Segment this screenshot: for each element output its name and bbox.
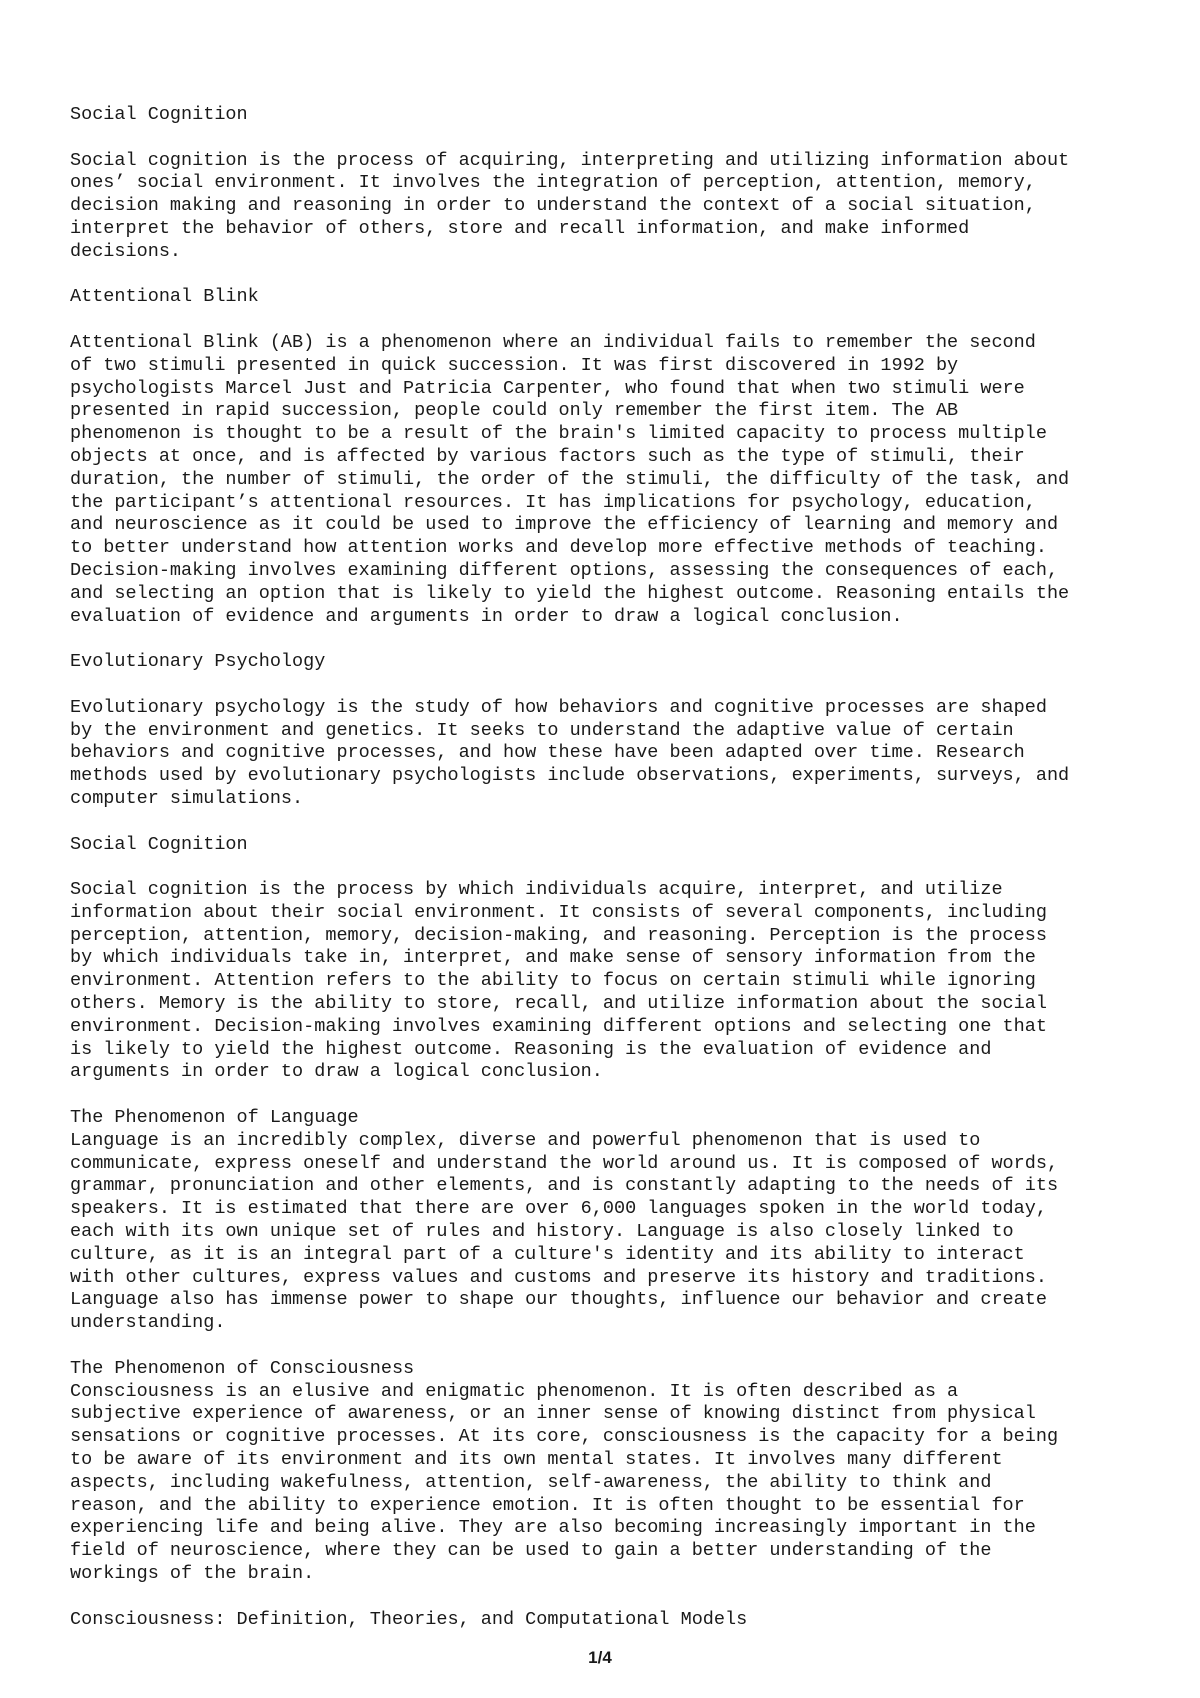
section-paragraph: Attentional Blink (AB) is a phenomenon where an individual fails to remember the second of two stimuli presented in quick succession. It was first discovered in 1992 by psychologists Marcel Just and Patricia Carpenter, who found that when two stimuli were presented in rapid succession, people could only remember the first item. The AB phenomenon is thought to be a result of the brain's limited capacity to process multiple objects at once, and is affected by various factors such as the type of stimuli, their duration, the number of stimuli, the order of the stimuli, the difficulty of the task, and the participant’s attentional resources. It has implications for psychology, education, and neuroscience as it could be used to improve the efficiency of learning and memory and to better understand how attention works and develop more effective methods of teaching. Decision-making involves examining different options, assessing the consequences of each, and selecting an option that is likely to yield the highest outcome. Reasoning entails the evaluation of evidence and arguments in order to draw a logical conclusion. <box>70 331 1070 627</box>
document-section <box>70 286 1160 628</box>
spacer <box>70 264 1160 287</box>
document-section <box>70 651 1160 811</box>
spacer <box>70 1586 1160 1609</box>
page-number: 1/4 <box>588 1648 612 1667</box>
section-paragraph: Social cognition is the process of acquiring, interpreting and utilizing information about ones’ social environment. It involves the integration of perception, attention, memory, decision making and reasoning in order to understand the context of a social situation, interpret the behavior of others, store and recall information, and make informed decisions. <box>70 149 1070 262</box>
document-section <box>70 1609 1160 1632</box>
spacer <box>70 1084 1160 1107</box>
section-paragraph: Consciousness is an elusive and enigmatic phenomenon. It is often described as a subjective experience of awareness, or an inner sense of knowing distinct from physical sensations or cognitive processes. At its core, consciousness is the capacity for a being to be aware of its environment and its own mental states. It involves many different aspects, including wakefulness, attention, self-awareness, the ability to think and reason, and the ability to experience emotion. It is often thought to be essential for experiencing life and being alive. They are also becoming increasingly important in the field of neuroscience, where they can be used to gain a better understanding of the workings of the brain. <box>70 1380 1059 1584</box>
section-heading: The Phenomenon of Consciousness <box>70 1357 415 1379</box>
spacer <box>70 1335 1160 1358</box>
spacer <box>70 811 1160 834</box>
section-heading: Social Cognition <box>70 833 248 855</box>
section-paragraph: Evolutionary psychology is the study of how behaviors and cognitive processes are shaped by the environment and genetics. It seeks to understand the adaptive value of certain behaviors and cognitive processes, and how these have been adapted over time. Research methods used by evolutionary psychologists include observations, experiments, surveys, and computer simulations. <box>70 696 1070 809</box>
section-heading: Consciousness: Definition, Theories, and Computational Models <box>70 1608 748 1630</box>
spacer <box>70 127 1160 150</box>
section-paragraph: Language is an incredibly complex, diverse and powerful phenomenon that is used to communicate, express oneself and understand the world around us. It is composed of words, grammar, pronunciation and other elements, and is constantly adapting to the needs of its speakers. It is estimated that there are over 6,000 languages spoken in the world today, each with its own unique set of rules and history. Language is also closely linked to culture, as it is an integral part of a culture's identity and its ability to interact with other cultures, express values and customs and preserve its history and traditions. Language also has immense power to shape our thoughts, influence our behavior and create understanding. <box>70 1129 1059 1334</box>
spacer <box>70 674 1160 697</box>
document-body <box>70 104 1160 1631</box>
section-heading: Evolutionary Psychology <box>70 651 326 673</box>
document-section <box>70 834 1160 1085</box>
spacer <box>70 309 1160 332</box>
document-section <box>70 1358 1160 1586</box>
section-heading: Attentional Blink <box>70 286 259 308</box>
section-paragraph: Social cognition is the process by which individuals acquire, interpret, and utilize information about their social environment. It consists of several components, including perception, attention, memory, decision-making, and reasoning. Perception is the process by which individuals take in, interpret, and make sense of sensory information from the environment. Attention refers to the ability to focus on certain stimuli while ignoring others. Memory is the ability to store, recall, and utilize information about the social environment. Decision-making involves examining different options and selecting one that is likely to yield the highest outcome. Reasoning is the evaluation of evidence and arguments in order to draw a logical conclusion. <box>70 879 1047 1083</box>
spacer <box>70 628 1160 651</box>
section-heading: Social Cognition <box>70 104 248 125</box>
section-heading: The Phenomenon of Language <box>70 1107 359 1129</box>
document-section <box>70 1107 1160 1335</box>
spacer <box>70 856 1160 879</box>
document-section <box>70 104 1160 264</box>
